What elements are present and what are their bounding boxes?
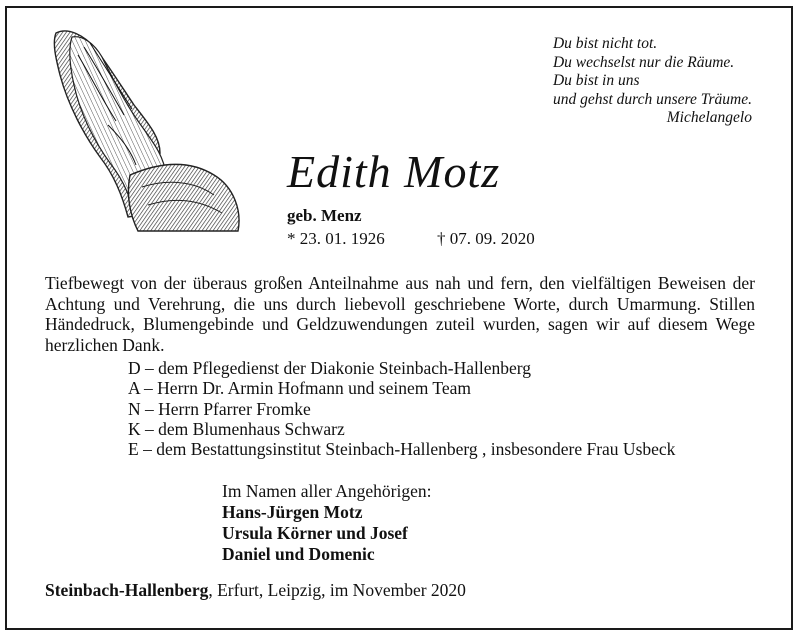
family-member: Ursula Körner und Josef — [222, 523, 408, 543]
place-rest: , Erfurt, Leipzig, im November 2020 — [208, 580, 466, 600]
birth-name: geb. Menz — [287, 206, 362, 225]
life-dates — [287, 229, 535, 249]
quote-line: Du bist nicht tot. — [552, 35, 658, 52]
praying-hands-icon — [38, 25, 246, 237]
thanks-list — [128, 358, 675, 459]
thanks-item: N – Herrn Pfarrer Fromke — [128, 398, 311, 419]
quote-line: Du wechselst nur die Räume. — [552, 53, 735, 71]
thanks-item: K – dem Blumenhaus Schwarz — [128, 418, 345, 439]
thanks-item: E – dem Bestattungsinstitut Steinbach-Hallenberg , insbesondere Frau Usbeck — [128, 439, 676, 460]
quote-author: Michelangelo — [666, 109, 752, 126]
thanks-item: A – Herrn Dr. Armin Hofmann und seinem Team — [128, 378, 472, 399]
family-member: Daniel und Domenic — [222, 544, 375, 564]
family-intro: Im Namen aller Angehörigen: — [222, 481, 432, 501]
deceased-name: Edith Motz — [287, 146, 501, 197]
thank-you-message: Tiefbewegt von der überaus großen Anteilnahme aus nah und fern, den vielfältigen Beweisen der Achtung und Verehrung, die uns durch liebevoll geschriebene Worte, durch Umarmung. Stillen Händedruck, Blumengebinde und Geldzuwendungen zuteil wurden, sagen wir auf diesem Wege herzlichen Dank. — [45, 273, 755, 355]
memorial-quote — [553, 35, 752, 128]
death-date: † 07. 09. 2020 — [437, 229, 535, 248]
family-member: Hans-Jürgen Motz — [222, 502, 363, 522]
family-signature — [222, 481, 431, 565]
birth-date: * 23. 01. 1926 — [287, 229, 385, 248]
quote-line: und gehst durch unsere Träume. — [552, 90, 752, 108]
place-main: Steinbach-Hallenberg — [45, 580, 209, 600]
place-and-date — [45, 580, 466, 601]
quote-line: Du bist in uns — [552, 72, 640, 89]
thanks-item: D – dem Pflegedienst der Diakonie Steinbach-Hallenberg — [128, 358, 532, 378]
